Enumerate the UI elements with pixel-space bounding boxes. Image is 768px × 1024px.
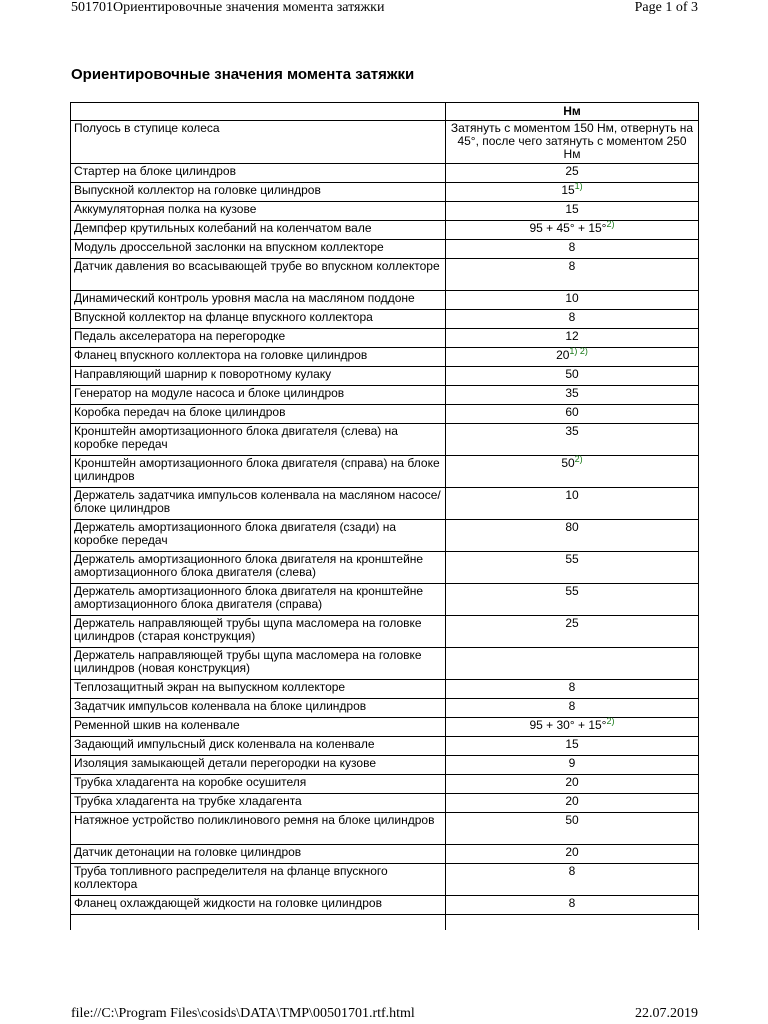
torque-value: 35	[565, 424, 579, 438]
table-row	[71, 520, 699, 552]
part-name-cell: Держатель амортизационного блока двигателя на кронштейне амортизационного блока двигателя (справа)	[71, 584, 446, 616]
table-row	[71, 202, 699, 221]
torque-table	[70, 102, 699, 930]
torque-value: 50	[565, 813, 579, 827]
torque-value-cell	[446, 699, 699, 718]
torque-value: 10	[565, 291, 579, 305]
torque-value-cell	[446, 845, 699, 864]
part-name-cell: Выпускной коллектор на головке цилиндров	[71, 183, 446, 202]
part-name-cell: Трубка хладагента на трубке хладагента	[71, 794, 446, 813]
part-name-cell: Изоляция замыкающей детали перегородки на кузове	[71, 756, 446, 775]
part-name-cell: Аккумуляторная полка на кузове	[71, 202, 446, 221]
table-row	[71, 864, 699, 896]
torque-value-cell	[446, 164, 699, 183]
print-date: 22.07.2019	[635, 1006, 698, 1021]
part-name-cell: Теплозащитный экран на выпускном коллекторе	[71, 680, 446, 699]
torque-value: 8	[568, 240, 576, 254]
page-number: Page 1 of 3	[634, 0, 698, 15]
table-row	[71, 405, 699, 424]
torque-value: 20	[565, 775, 579, 789]
torque-value: 8	[568, 896, 576, 910]
torque-value: 50	[565, 367, 579, 381]
footnote-ref: 2)	[606, 219, 615, 229]
torque-value: 15	[561, 183, 575, 197]
table-row	[71, 164, 699, 183]
torque-value-cell	[446, 584, 699, 616]
torque-value-cell	[446, 348, 699, 367]
part-name-cell: Задающий импульсный диск коленвала на коленвале	[71, 737, 446, 756]
part-name-cell: Держатель направляющей трубы щупа масломера на головке цилиндров (новая конструкция)	[71, 648, 446, 680]
footnote-ref: 1)	[574, 181, 583, 191]
torque-value-cell	[446, 291, 699, 310]
table-row	[71, 121, 699, 164]
torque-value-cell	[446, 864, 699, 896]
part-name-cell: Коробка передач на блоке цилиндров	[71, 405, 446, 424]
table-row	[71, 718, 699, 737]
torque-value: 55	[565, 552, 579, 566]
part-name-cell: Натяжное устройство поликлинового ремня на блоке цилиндров	[71, 813, 446, 845]
table-row	[71, 552, 699, 584]
part-name-cell: Модуль дроссельной заслонки на впускном коллекторе	[71, 240, 446, 259]
table-row	[71, 756, 699, 775]
torque-value-cell	[446, 718, 699, 737]
part-name-cell: Держатель амортизационного блока двигателя на кронштейне амортизационного блока двигателя (слева)	[71, 552, 446, 584]
torque-value-cell	[446, 367, 699, 386]
part-name-cell: Датчик детонации на головке цилиндров	[71, 845, 446, 864]
torque-value-cell	[446, 896, 699, 915]
table-row	[71, 616, 699, 648]
table-row	[71, 488, 699, 520]
torque-value-cell	[446, 221, 699, 240]
torque-value: 12	[565, 329, 579, 343]
footnote-ref: 2)	[606, 716, 615, 726]
part-name-cell: Педаль акселератора на перегородке	[71, 329, 446, 348]
torque-value: 60	[565, 405, 579, 419]
table-row	[71, 348, 699, 367]
table-row	[71, 775, 699, 794]
table-row	[71, 794, 699, 813]
page-header-title: 501701Ориентировочные значения момента затяжки	[71, 0, 385, 15]
table-row	[71, 386, 699, 405]
torque-value: 15	[565, 737, 579, 751]
torque-value-cell	[446, 794, 699, 813]
torque-value-cell	[446, 680, 699, 699]
file-path: file://C:\Program Files\cosids\DATA\TMP\00501701.rtf.html	[71, 1006, 415, 1021]
part-name-cell: Труба топливного распределителя на фланце впускного коллектора	[71, 864, 446, 896]
header-empty-cell	[71, 103, 446, 121]
torque-value: Затянуть с моментом 150 Нм, отвернуть на 45°, после чего затянуть с моментом 250 Нм	[450, 121, 694, 161]
footnote-ref: 2)	[574, 454, 583, 464]
torque-value-cell	[446, 775, 699, 794]
table-row	[71, 221, 699, 240]
torque-value-cell	[446, 456, 699, 488]
part-name-cell: Трубка хладагента на коробке осушителя	[71, 775, 446, 794]
table-row	[71, 183, 699, 202]
table-row	[71, 329, 699, 348]
part-name-cell: Стартер на блоке цилиндров	[71, 164, 446, 183]
torque-value-cell	[446, 310, 699, 329]
torque-value-cell	[446, 121, 699, 164]
part-name-cell: Направляющий шарнир к поворотному кулаку	[71, 367, 446, 386]
table-row	[71, 367, 699, 386]
part-name-cell: Датчик давления во всасывающей трубе во впускном коллекторе	[71, 259, 446, 291]
table-row	[71, 240, 699, 259]
part-name-cell: Фланец впускного коллектора на головке цилиндров	[71, 348, 446, 367]
table-row	[71, 648, 699, 680]
torque-value-cell	[446, 756, 699, 775]
torque-value: 8	[568, 259, 576, 273]
torque-value-cell	[446, 552, 699, 584]
part-name-cell: Кронштейн амортизационного блока двигателя (справа) на блоке цилиндров	[71, 456, 446, 488]
part-name-cell: Задатчик импульсов коленвала на блоке цилиндров	[71, 699, 446, 718]
table-row	[71, 584, 699, 616]
torque-value: 20	[565, 794, 579, 808]
part-name-cell: Полуось в ступице колеса	[71, 121, 446, 164]
table-row	[71, 291, 699, 310]
part-name-cell: Демпфер крутильных колебаний на коленчатом вале	[71, 221, 446, 240]
part-name-cell: Кронштейн амортизационного блока двигателя (слева) на коробке передач	[71, 424, 446, 456]
table-row	[71, 813, 699, 845]
torque-value: 35	[565, 386, 579, 400]
table-row-continued	[71, 915, 699, 931]
torque-value: 95 + 30° + 15°	[529, 718, 607, 732]
table-header-row	[71, 103, 699, 121]
part-name-cell: Держатель задатчика импульсов коленвала на масляном насосе/блоке цилиндров	[71, 488, 446, 520]
torque-value-cell	[446, 520, 699, 552]
torque-value: 95 + 45° + 15°	[529, 221, 607, 235]
torque-value: 20	[565, 845, 579, 859]
torque-value-cell	[446, 202, 699, 221]
table-row	[71, 456, 699, 488]
torque-value-cell	[446, 648, 699, 680]
table-row	[71, 310, 699, 329]
torque-value: 25	[565, 616, 579, 630]
torque-value-cell	[446, 183, 699, 202]
part-name-cell: Генератор на модуле насоса и блоке цилиндров	[71, 386, 446, 405]
part-name-cell: Динамический контроль уровня масла на масляном поддоне	[71, 291, 446, 310]
torque-value: 55	[565, 584, 579, 598]
torque-value-cell	[446, 329, 699, 348]
part-name-cell: Держатель направляющей трубы щупа масломера на головке цилиндров (старая конструкция)	[71, 616, 446, 648]
torque-value: 25	[565, 164, 579, 178]
table-row	[71, 737, 699, 756]
torque-value: 8	[568, 864, 576, 878]
torque-value: 10	[565, 488, 579, 502]
torque-value-cell	[446, 240, 699, 259]
torque-value-cell	[446, 405, 699, 424]
part-name-cell: Ременной шкив на коленвале	[71, 718, 446, 737]
torque-value-cell	[446, 386, 699, 405]
unit-header: Нм	[446, 103, 699, 121]
torque-value-cell	[446, 616, 699, 648]
torque-value: 80	[565, 520, 579, 534]
torque-value: 20	[556, 348, 570, 362]
table-row	[71, 699, 699, 718]
table-row	[71, 424, 699, 456]
part-name-cell: Фланец охлаждающей жидкости на головке цилиндров	[71, 896, 446, 915]
table-row	[71, 845, 699, 864]
page-title: Ориентировочные значения момента затяжки	[71, 66, 415, 83]
torque-value-cell	[446, 737, 699, 756]
torque-value-cell	[446, 259, 699, 291]
torque-value: 50	[561, 456, 575, 470]
table-body	[71, 121, 699, 931]
torque-value-cell	[446, 915, 699, 931]
part-name-cell: Держатель амортизационного блока двигателя (сзади) на коробке передач	[71, 520, 446, 552]
table-row	[71, 680, 699, 699]
torque-value-cell	[446, 813, 699, 845]
torque-value: 9	[568, 756, 576, 770]
torque-value-cell	[446, 488, 699, 520]
part-name-cell: Впускной коллектор на фланце впускного коллектора	[71, 310, 446, 329]
part-name-cell	[71, 915, 446, 931]
torque-value: 8	[568, 699, 576, 713]
torque-value: 8	[568, 310, 576, 324]
torque-value-cell	[446, 424, 699, 456]
torque-value: 8	[568, 680, 576, 694]
footnote-ref: 1) 2)	[569, 346, 588, 356]
table-row	[71, 259, 699, 291]
torque-value: 15	[565, 202, 579, 216]
table-row	[71, 896, 699, 915]
